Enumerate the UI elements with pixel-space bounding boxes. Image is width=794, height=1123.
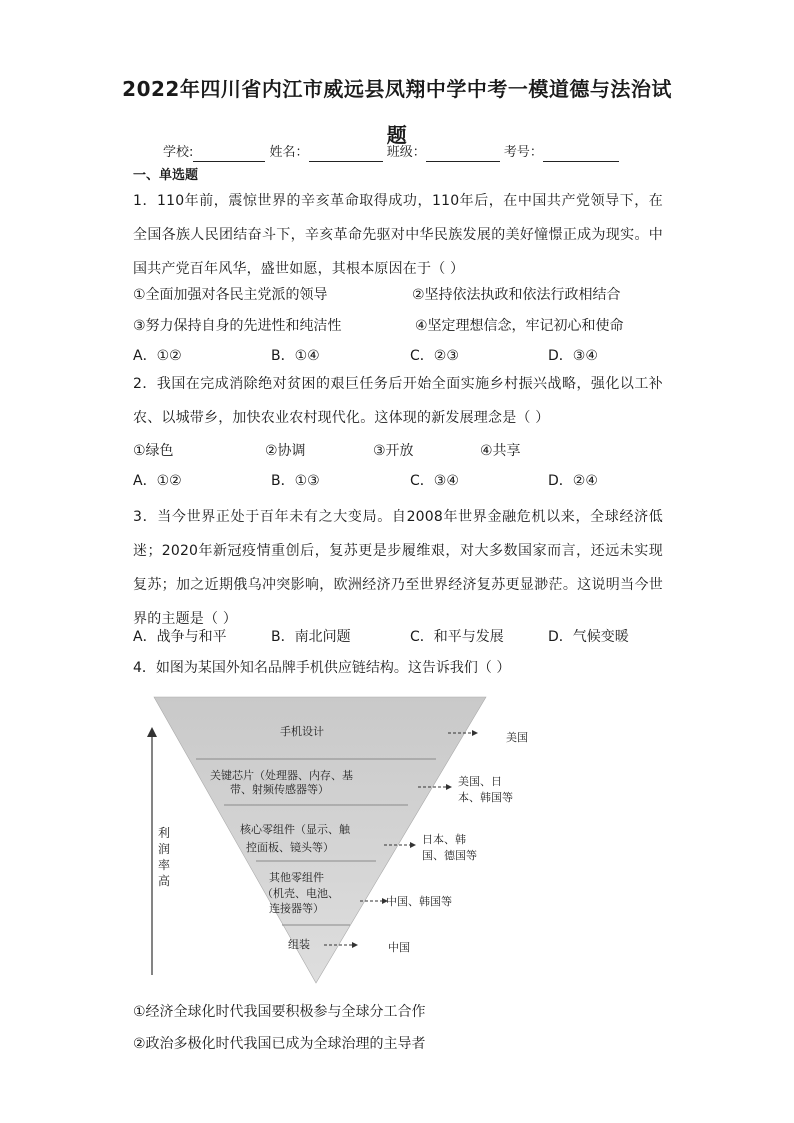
question-3-stem: 3．当今世界正处于百年未有之大变局。自2008年世界金融危机以来，全球经济低迷；2020年新冠疫情重创后，复苏更是步履维艰，对大多数国家而言，还远未实现复苏；加之近期俄乌冲突影响，欧洲经济乃至世界经济复苏更显渺茫。这说明当今世界的主题是（ ） [133,509,663,627]
q2-option-a[interactable]: A．①② [133,473,182,489]
level-2-label-line2: 带、射频传感器等） [230,783,329,796]
axis-arrow-head [147,727,157,737]
level-3-country-line1: 日本、韩 [422,833,466,846]
level-1-country: 美国 [506,731,528,744]
q1-option-b[interactable]: B．①④ [271,348,320,364]
school-blank[interactable] [193,147,265,162]
q1-option-c[interactable]: C．②③ [410,348,459,364]
q1-statement-4: ④坚定理想信念，牢记初心和使命 [415,318,624,334]
level-5-label: 组装 [288,938,310,951]
q3-option-b[interactable]: B．南北问题 [271,629,351,645]
number-label: 考号： [503,145,543,160]
arrow-head [472,730,478,736]
name-blank[interactable] [309,147,383,162]
q2-option-c[interactable]: C．③④ [410,473,459,489]
level-3-label-line1: 核心零组件（显示、触 [240,823,350,836]
title-line-2: 题 [386,123,408,147]
level-4-label-line2: （机壳、电池、 [262,887,339,900]
level-4-country: 中国、韩国等 [386,895,452,908]
name-label: 姓名： [269,145,309,160]
axis-label-char: 润 [158,842,171,856]
q3-option-d[interactable]: D．气候变暖 [548,629,629,645]
axis-label-char: 利 [158,826,171,840]
question-1-stem: 1．110年前，震惊世界的辛亥革命取得成功，110年后，在中国共产党领导下，在全国各族人民团结奋斗下，辛亥革命先驱对中华民族发展的美好憧憬正成为现实。中国共产党百年风华，盛世如愿，其根本原因在于（ ） [133,193,663,277]
level-5-country: 中国 [388,941,410,954]
q2-option-d[interactable]: D．②④ [548,473,598,489]
level-4-label-line3: 连接器等） [269,902,324,915]
q4-statement-1: ①经济全球化时代我国要积极参与全球分工合作 [133,1004,426,1020]
section-heading: 一、单选题 [133,168,199,183]
q2-statement-1: ①绿色 [133,443,174,459]
q1-statement-1: ①全面加强对各民主党派的领导 [133,287,328,303]
school-label: 学校: [163,145,194,160]
axis-label [158,825,170,888]
arrow-head [446,784,452,790]
q2-option-b[interactable]: B．①③ [271,473,320,489]
q2-statement-3: ③开放 [373,443,414,459]
q1-statement-3: ③努力保持自身的先进性和纯洁性 [133,318,342,334]
title-line-1: 2022年四川省内江市威远县凤翔中学中考一模道德与法治试 [122,77,672,101]
level-2-label-line1: 关键芯片（处理器、内存、基 [210,769,353,782]
student-info-line [163,144,619,162]
q1-statement-2: ②坚持依法执政和依法行政相结合 [412,287,621,303]
q2-statement-2: ②协调 [265,443,306,459]
level-3-label-line2: 控面板、镜头等） [246,841,334,854]
question-4-stem: 4．如图为某国外知名品牌手机供应链结构。这告诉我们（ ） [133,660,511,676]
number-blank[interactable] [543,147,619,162]
class-blank[interactable] [426,147,500,162]
level-4-label-line1: 其他零组件 [269,871,324,884]
question-2-stem: 2．我国在完成消除绝对贫困的艰巨任务后开始全面实施乡村振兴战略，强化以工补农、以城带乡，加快农业农村现代化。这体现的新发展理念是（ ） [133,376,663,426]
q3-option-c[interactable]: C．和平与发展 [410,629,504,645]
q1-option-d[interactable]: D．③④ [548,348,598,364]
q1-option-a[interactable]: A．①② [133,348,182,364]
level-1-label: 手机设计 [280,725,324,738]
supply-chain-diagram [146,693,576,985]
axis-label-char: 高 [158,874,171,888]
level-3-country-line2: 国、德国等 [422,849,477,862]
q4-statement-2: ②政治多极化时代我国已成为全球治理的主导者 [133,1036,426,1052]
arrow-head [410,842,416,848]
level-2-country-line1: 美国、日 [458,775,502,788]
axis-label-char: 率 [158,858,171,872]
class-label: 班级： [386,145,426,160]
q3-option-a[interactable]: A．战争与和平 [133,629,227,645]
level-2-country-line2: 本、韩国等 [458,791,513,804]
arrow-head [352,942,358,948]
q2-statement-4: ④共享 [480,443,521,459]
